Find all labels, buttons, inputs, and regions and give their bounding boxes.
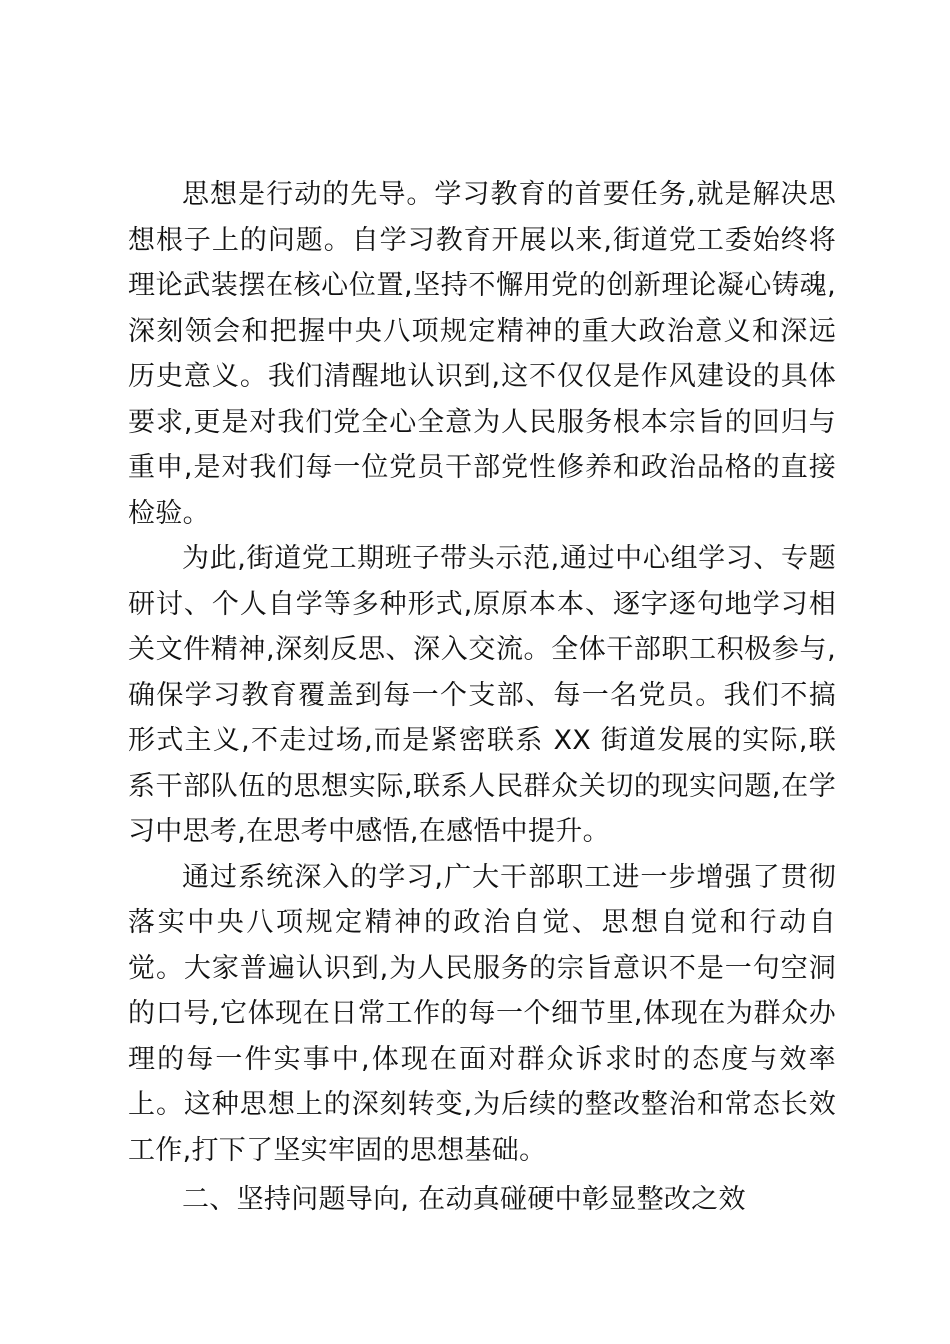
paragraph-study-results: 通过系统深入的学习,广大干部职工进一步增强了贯彻落实中央八项规定精神的政治自觉、思想自觉和行动自觉。大家普遍认识到,为人民服务的宗旨意识不是一句空洞的口号,它体现在日常工作的每一个细节里,体现在为群众办理的每一件实事中,体现在面对群众诉求时的态度与效率上。这种思想上的深刻转变,为后续的整改整治和常态长效工作,打下了坚实牢固的思想基础。 bbox=[128, 861, 836, 1166]
document-body bbox=[128, 172, 836, 1223]
paragraph-study-methods: 为此,街道党工期班子带头示范,通过中心组学习、专题研讨、个人自学等多种形式,原原本本、逐字逐句地学习相关文件精神,深刻反思、深入交流。全体干部职工积极参与,确保学习教育覆盖到每一个支部、每一名党员。我们不搞形式主义,不走过场,而是紧密联系 XX 街道发展的实际,联系干部队伍的思想实际,联系人民群众关切的现实问题,在学习中思考,在思考中感悟,在感悟中提升。 bbox=[128, 543, 836, 847]
paragraph-theory-study: 思想是行动的先导。学习教育的首要任务,就是解决思想根子上的问题。自学习教育开展以来,街道党工委始终将理论武装摆在核心位置,坚持不懈用党的创新理论凝心铸魂,深刻领会和把握中央八项规定精神的重大政治意义和深远历史意义。我们清醒地认识到,这不仅仅是作风建设的具体要求,更是对我们党全心全意为人民服务根本宗旨的回归与重申,是对我们每一位党员干部党性修养和政治品格的直接检验。 bbox=[128, 179, 836, 529]
section-heading: 二、坚持问题导向, 在动真碰硬中彰显整改之效 bbox=[182, 1184, 746, 1215]
